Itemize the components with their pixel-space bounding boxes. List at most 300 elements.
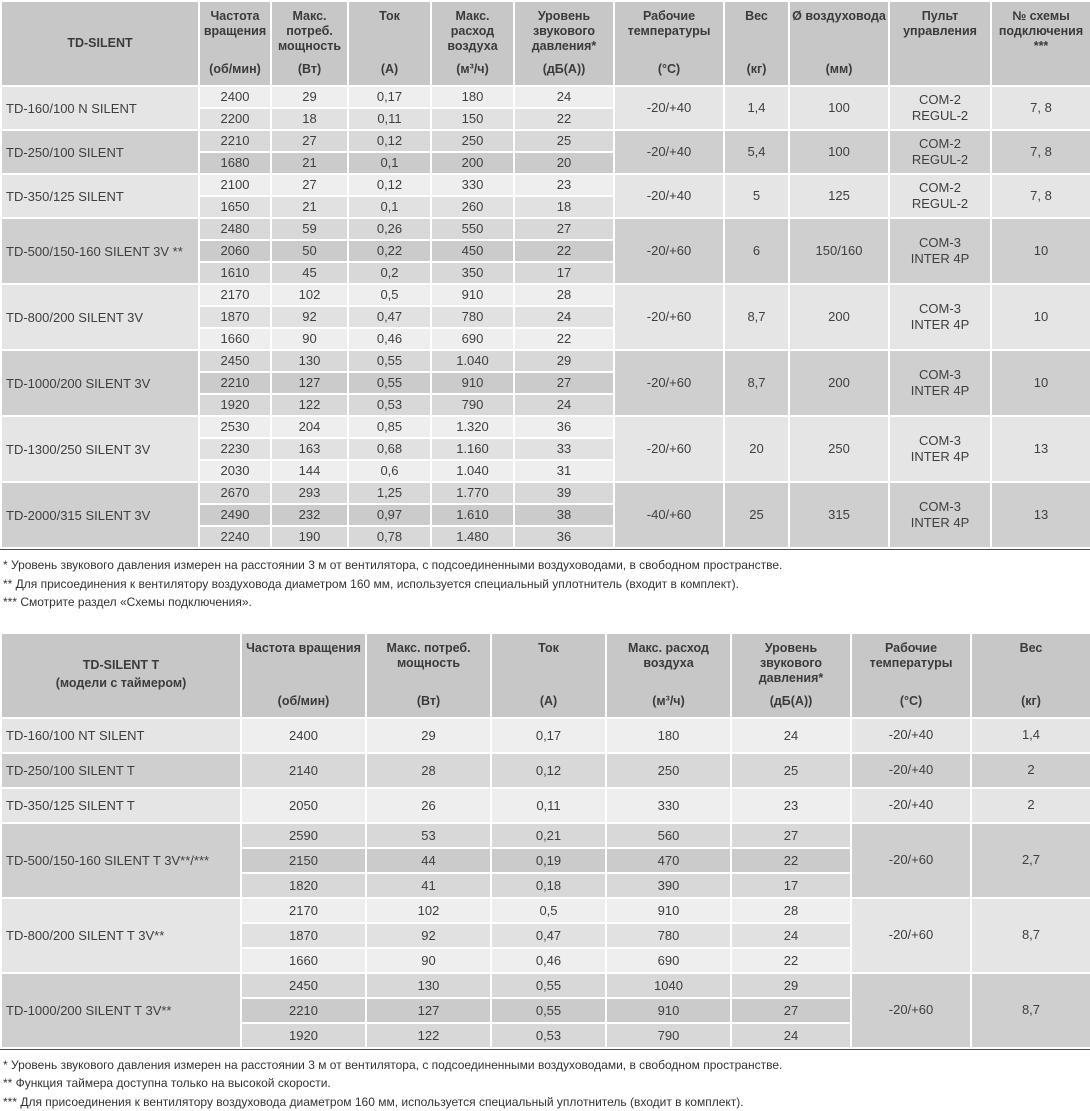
column-label: Уровень звукового давления* bbox=[517, 9, 611, 54]
cell-max-airflow: 250 bbox=[431, 130, 514, 152]
cell-max-airflow: 200 bbox=[431, 152, 514, 174]
table-bottom-rule bbox=[0, 1049, 1090, 1050]
cell-current: 0,26 bbox=[348, 218, 431, 240]
column-label: Частота вращения bbox=[202, 9, 268, 39]
cell-current: 0,12 bbox=[348, 174, 431, 196]
column-unit: (А) bbox=[381, 62, 398, 77]
cell-remote-control bbox=[889, 218, 991, 284]
column-label: Уровень звукового давления* bbox=[734, 641, 848, 686]
cell-current: 0,11 bbox=[348, 108, 431, 130]
table-title-text bbox=[2, 2, 198, 85]
cell-current: 0,6 bbox=[348, 460, 431, 482]
cell-remote-control bbox=[889, 86, 991, 130]
cell-temperature: -20/+60 bbox=[614, 218, 724, 284]
cell-current: 0,55 bbox=[491, 998, 606, 1023]
cell-max-airflow: 790 bbox=[606, 1023, 731, 1048]
cell-rpm: 2060 bbox=[199, 240, 271, 262]
table-row bbox=[1, 218, 1090, 240]
cell-max-power: 53 bbox=[366, 823, 491, 848]
cell-current: 0,46 bbox=[348, 328, 431, 350]
remote-control-line: COM-3 bbox=[890, 499, 990, 515]
cell-rpm: 2210 bbox=[199, 130, 271, 152]
cell-rpm: 2670 bbox=[199, 482, 271, 504]
header-duct-diameter bbox=[789, 1, 889, 86]
cell-sound-level: 23 bbox=[731, 788, 851, 823]
remote-control-line: REGUL-2 bbox=[890, 108, 990, 124]
cell-current: 0,5 bbox=[348, 284, 431, 306]
cell-max-airflow: 910 bbox=[606, 998, 731, 1023]
footnote: ** Для присоединения к вентилятору воздуховода диаметром 160 мм, используется специальный уплотнитель (входит в комплект). bbox=[3, 575, 1090, 594]
cell-sound-level: 27 bbox=[731, 998, 851, 1023]
cell-remote-control bbox=[889, 284, 991, 350]
cell-duct-diameter: 100 bbox=[789, 130, 889, 174]
table-row bbox=[1, 973, 1090, 998]
table-row bbox=[1, 284, 1090, 306]
table-row bbox=[1, 753, 1090, 788]
cell-max-airflow: 1.320 bbox=[431, 416, 514, 438]
cell-rpm: 2210 bbox=[241, 998, 366, 1023]
cell-max-airflow: 910 bbox=[606, 898, 731, 923]
cell-wiring-scheme: 7, 8 bbox=[991, 130, 1090, 174]
cell-sound-level: 24 bbox=[731, 1023, 851, 1048]
cell-current: 0,68 bbox=[348, 438, 431, 460]
column-unit: (об/мин) bbox=[209, 62, 261, 77]
cell-max-airflow: 780 bbox=[606, 923, 731, 948]
table-bottom-rule bbox=[0, 549, 1090, 550]
cell-max-power: 92 bbox=[366, 923, 491, 948]
cell-max-power: 21 bbox=[271, 152, 348, 174]
column-label: Макс. потреб. мощность bbox=[274, 9, 345, 54]
cell-max-airflow: 560 bbox=[606, 823, 731, 848]
cell-model-name: TD-350/125 SILENT bbox=[1, 174, 199, 218]
cell-temperature: -20/+60 bbox=[851, 973, 971, 1048]
cell-max-airflow: 450 bbox=[431, 240, 514, 262]
cell-sound-level: 24 bbox=[514, 86, 614, 108]
cell-max-airflow: 1.040 bbox=[431, 350, 514, 372]
cell-temperature: -20/+60 bbox=[614, 284, 724, 350]
cell-rpm: 2030 bbox=[199, 460, 271, 482]
header-cell-content bbox=[367, 634, 490, 717]
cell-sound-level: 24 bbox=[731, 923, 851, 948]
table-row bbox=[1, 350, 1090, 372]
cell-wiring-scheme: 13 bbox=[991, 482, 1090, 548]
cell-remote-control bbox=[889, 350, 991, 416]
cell-model-name: TD-250/100 SILENT T bbox=[1, 753, 241, 788]
cell-duct-diameter: 150/160 bbox=[789, 218, 889, 284]
cell-sound-level: 22 bbox=[514, 108, 614, 130]
header-weight bbox=[971, 633, 1090, 718]
cell-temperature: -20/+60 bbox=[851, 898, 971, 973]
cell-max-power: 45 bbox=[271, 262, 348, 284]
remote-control-line: REGUL-2 bbox=[890, 196, 990, 212]
cell-max-power: 21 bbox=[271, 196, 348, 218]
td-silent-t-spec-table bbox=[0, 632, 1090, 1049]
column-unit: (м³/ч) bbox=[652, 694, 684, 709]
remote-control-line: COM-3 bbox=[890, 367, 990, 383]
cell-current: 0,18 bbox=[491, 873, 606, 898]
cell-rpm: 1680 bbox=[199, 152, 271, 174]
cell-duct-diameter: 315 bbox=[789, 482, 889, 548]
table-title-line: TD-SILENT T bbox=[83, 658, 159, 673]
cell-weight: 2 bbox=[971, 753, 1090, 788]
cell-current: 0,97 bbox=[348, 504, 431, 526]
cell-temperature: -20/+40 bbox=[614, 174, 724, 218]
column-label: Вес bbox=[1020, 641, 1043, 656]
cell-rpm: 1660 bbox=[241, 948, 366, 973]
header-cell-content bbox=[790, 2, 888, 85]
cell-rpm: 2200 bbox=[199, 108, 271, 130]
header-cell-content bbox=[242, 634, 365, 717]
cell-max-power: 26 bbox=[366, 788, 491, 823]
cell-max-airflow: 180 bbox=[431, 86, 514, 108]
cell-sound-level: 24 bbox=[514, 306, 614, 328]
cell-max-airflow: 350 bbox=[431, 262, 514, 284]
cell-max-power: 28 bbox=[366, 753, 491, 788]
header-row bbox=[1, 1, 1090, 86]
remote-control-line: INTER 4P bbox=[890, 383, 990, 399]
footnote: *** Смотрите раздел «Схемы подключения». bbox=[3, 593, 1090, 612]
table-row bbox=[1, 86, 1090, 108]
cell-rpm: 1870 bbox=[241, 923, 366, 948]
cell-current: 1,25 bbox=[348, 482, 431, 504]
remote-control-line: COM-3 bbox=[890, 301, 990, 317]
table-title-line: TD-SILENT bbox=[67, 36, 132, 51]
remote-control-line: REGUL-2 bbox=[890, 152, 990, 168]
cell-rpm: 1920 bbox=[241, 1023, 366, 1048]
cell-current: 0,53 bbox=[348, 394, 431, 416]
cell-model-name: TD-1300/250 SILENT 3V bbox=[1, 416, 199, 482]
cell-max-power: 122 bbox=[271, 394, 348, 416]
header-max-airflow bbox=[431, 1, 514, 86]
cell-max-power: 29 bbox=[366, 718, 491, 753]
cell-sound-level: 24 bbox=[514, 394, 614, 416]
remote-control-line: INTER 4P bbox=[890, 317, 990, 333]
cell-rpm: 2240 bbox=[199, 526, 271, 548]
header-cell-content bbox=[272, 2, 347, 85]
header-cell-content bbox=[492, 634, 605, 717]
header-weight bbox=[724, 1, 789, 86]
column-unit: (°С) bbox=[658, 62, 680, 77]
cell-max-power: 163 bbox=[271, 438, 348, 460]
header-cell-content bbox=[852, 634, 970, 717]
cell-max-airflow: 1.770 bbox=[431, 482, 514, 504]
table-row bbox=[1, 823, 1090, 848]
cell-current: 0,47 bbox=[348, 306, 431, 328]
cell-weight: 8,7 bbox=[724, 284, 789, 350]
cell-max-airflow: 550 bbox=[431, 218, 514, 240]
column-unit: (мм) bbox=[826, 62, 853, 77]
table-title bbox=[1, 1, 199, 86]
cell-sound-level: 29 bbox=[514, 350, 614, 372]
cell-max-airflow: 470 bbox=[606, 848, 731, 873]
table1-footnotes bbox=[3, 556, 1090, 612]
cell-rpm: 2400 bbox=[199, 86, 271, 108]
header-cell-content bbox=[732, 634, 850, 717]
cell-weight: 5,4 bbox=[724, 130, 789, 174]
cell-wiring-scheme: 10 bbox=[991, 350, 1090, 416]
cell-max-airflow: 780 bbox=[431, 306, 514, 328]
footnote: * Уровень звукового давления измерен на расстоянии 3 м от вентилятора, с подсоединенными воздуховодами, в свободном пространстве. bbox=[3, 556, 1090, 575]
footnote: * Уровень звукового давления измерен на расстоянии 3 м от вентилятора, с подсоединенными воздуховодами, в свободном пространстве. bbox=[3, 1056, 1090, 1075]
cell-max-airflow: 180 bbox=[606, 718, 731, 753]
column-label: Рабочие температуры bbox=[854, 641, 968, 671]
cell-current: 0,55 bbox=[491, 973, 606, 998]
cell-weight: 1,4 bbox=[971, 718, 1090, 753]
column-unit: (А) bbox=[540, 694, 557, 709]
cell-duct-diameter: 200 bbox=[789, 284, 889, 350]
cell-sound-level: 17 bbox=[514, 262, 614, 284]
remote-control-line: INTER 4P bbox=[890, 515, 990, 531]
cell-weight: 2 bbox=[971, 788, 1090, 823]
table-row bbox=[1, 718, 1090, 753]
cell-temperature: -20/+60 bbox=[614, 350, 724, 416]
cell-temperature: -20/+40 bbox=[614, 130, 724, 174]
header-rpm bbox=[241, 633, 366, 718]
cell-max-airflow: 1.610 bbox=[431, 504, 514, 526]
header-max-airflow bbox=[606, 633, 731, 718]
cell-rpm: 2170 bbox=[241, 898, 366, 923]
cell-max-airflow: 390 bbox=[606, 873, 731, 898]
cell-current: 0,12 bbox=[491, 753, 606, 788]
cell-duct-diameter: 125 bbox=[789, 174, 889, 218]
cell-sound-level: 20 bbox=[514, 152, 614, 174]
cell-current: 0,5 bbox=[491, 898, 606, 923]
cell-rpm: 2530 bbox=[199, 416, 271, 438]
cell-rpm: 1660 bbox=[199, 328, 271, 350]
cell-rpm: 2450 bbox=[241, 973, 366, 998]
column-label: Пульт управления bbox=[892, 9, 988, 39]
cell-weight: 1,4 bbox=[724, 86, 789, 130]
cell-model-name: TD-1000/200 SILENT T 3V** bbox=[1, 973, 241, 1048]
cell-model-name: TD-800/200 SILENT T 3V** bbox=[1, 898, 241, 973]
cell-current: 0,53 bbox=[491, 1023, 606, 1048]
header-sound-level bbox=[731, 633, 851, 718]
cell-remote-control bbox=[889, 482, 991, 548]
table-row bbox=[1, 482, 1090, 504]
cell-max-airflow: 1.040 bbox=[431, 460, 514, 482]
remote-control-line: COM-2 bbox=[890, 136, 990, 152]
column-label: Вес bbox=[745, 9, 768, 24]
header-cell-content bbox=[615, 2, 723, 85]
cell-max-airflow: 1.160 bbox=[431, 438, 514, 460]
cell-remote-control bbox=[889, 130, 991, 174]
cell-max-airflow: 910 bbox=[431, 372, 514, 394]
spacer bbox=[0, 612, 1090, 632]
cell-sound-level: 22 bbox=[731, 948, 851, 973]
cell-current: 0,55 bbox=[348, 350, 431, 372]
cell-max-airflow: 790 bbox=[431, 394, 514, 416]
cell-current: 0,17 bbox=[348, 86, 431, 108]
table-row bbox=[1, 130, 1090, 152]
cell-max-power: 59 bbox=[271, 218, 348, 240]
cell-max-power: 50 bbox=[271, 240, 348, 262]
cell-sound-level: 27 bbox=[514, 372, 614, 394]
cell-rpm: 1820 bbox=[241, 873, 366, 898]
cell-max-power: 18 bbox=[271, 108, 348, 130]
column-unit: (дБ(А)) bbox=[770, 694, 813, 709]
footnote: *** Для присоединения к вентилятору воздуховода диаметром 160 мм, используется специальный уплотнитель (входит в комплект). bbox=[3, 1093, 1090, 1111]
cell-model-name: TD-500/150-160 SILENT 3V ** bbox=[1, 218, 199, 284]
column-label: Ток bbox=[538, 641, 559, 656]
cell-rpm: 2230 bbox=[199, 438, 271, 460]
cell-max-airflow: 1.480 bbox=[431, 526, 514, 548]
cell-sound-level: 28 bbox=[731, 898, 851, 923]
remote-control-line: COM-2 bbox=[890, 92, 990, 108]
cell-wiring-scheme: 13 bbox=[991, 416, 1090, 482]
cell-sound-level: 31 bbox=[514, 460, 614, 482]
cell-weight: 5 bbox=[724, 174, 789, 218]
table-title bbox=[1, 633, 241, 718]
cell-wiring-scheme: 7, 8 bbox=[991, 174, 1090, 218]
column-unit: (Вт) bbox=[298, 62, 321, 77]
cell-rpm: 1610 bbox=[199, 262, 271, 284]
cell-max-power: 204 bbox=[271, 416, 348, 438]
remote-control-line: INTER 4P bbox=[890, 449, 990, 465]
table2-footnotes bbox=[3, 1056, 1090, 1111]
cell-sound-level: 18 bbox=[514, 196, 614, 218]
cell-max-power: 122 bbox=[366, 1023, 491, 1048]
cell-duct-diameter: 200 bbox=[789, 350, 889, 416]
cell-max-airflow: 1040 bbox=[606, 973, 731, 998]
cell-max-airflow: 250 bbox=[606, 753, 731, 788]
cell-model-name: TD-250/100 SILENT bbox=[1, 130, 199, 174]
cell-sound-level: 27 bbox=[731, 823, 851, 848]
cell-rpm: 2480 bbox=[199, 218, 271, 240]
remote-control-line: COM-2 bbox=[890, 180, 990, 196]
cell-sound-level: 28 bbox=[514, 284, 614, 306]
header-max-power bbox=[366, 633, 491, 718]
cell-model-name: TD-2000/315 SILENT 3V bbox=[1, 482, 199, 548]
cell-sound-level: 27 bbox=[514, 218, 614, 240]
cell-current: 0,85 bbox=[348, 416, 431, 438]
cell-temperature: -20/+40 bbox=[851, 718, 971, 753]
cell-duct-diameter: 100 bbox=[789, 86, 889, 130]
cell-rpm: 2450 bbox=[199, 350, 271, 372]
column-label: Рабочие температуры bbox=[617, 9, 721, 39]
cell-weight: 8,7 bbox=[971, 973, 1090, 1048]
cell-sound-level: 36 bbox=[514, 416, 614, 438]
cell-max-power: 190 bbox=[271, 526, 348, 548]
cell-max-airflow: 690 bbox=[431, 328, 514, 350]
cell-max-power: 102 bbox=[271, 284, 348, 306]
cell-sound-level: 22 bbox=[731, 848, 851, 873]
cell-rpm: 1650 bbox=[199, 196, 271, 218]
header-cell-content bbox=[607, 634, 730, 717]
cell-max-power: 127 bbox=[366, 998, 491, 1023]
header-cell-content bbox=[432, 2, 513, 85]
cell-max-power: 90 bbox=[366, 948, 491, 973]
cell-current: 0,21 bbox=[491, 823, 606, 848]
cell-current: 0,55 bbox=[348, 372, 431, 394]
cell-current: 0,2 bbox=[348, 262, 431, 284]
header-rpm bbox=[199, 1, 271, 86]
cell-rpm: 2140 bbox=[241, 753, 366, 788]
header-temperature bbox=[614, 1, 724, 86]
cell-max-power: 90 bbox=[271, 328, 348, 350]
header-cell-content bbox=[972, 634, 1090, 717]
footnote: ** Функция таймера доступна только на высокой скорости. bbox=[3, 1074, 1090, 1093]
cell-temperature: -40/+60 bbox=[614, 482, 724, 548]
cell-rpm: 2400 bbox=[241, 718, 366, 753]
cell-max-power: 130 bbox=[366, 973, 491, 998]
cell-duct-diameter: 250 bbox=[789, 416, 889, 482]
column-unit: (Вт) bbox=[417, 694, 440, 709]
cell-current: 0,22 bbox=[348, 240, 431, 262]
cell-rpm: 2590 bbox=[241, 823, 366, 848]
cell-weight: 2,7 bbox=[971, 823, 1090, 898]
cell-model-name: TD-350/125 SILENT T bbox=[1, 788, 241, 823]
cell-wiring-scheme: 10 bbox=[991, 218, 1090, 284]
cell-model-name: TD-500/150-160 SILENT T 3V**/*** bbox=[1, 823, 241, 898]
table-row bbox=[1, 788, 1090, 823]
cell-max-power: 27 bbox=[271, 174, 348, 196]
cell-max-power: 92 bbox=[271, 306, 348, 328]
cell-max-airflow: 150 bbox=[431, 108, 514, 130]
cell-max-airflow: 260 bbox=[431, 196, 514, 218]
cell-remote-control bbox=[889, 416, 991, 482]
header-cell-content bbox=[725, 2, 788, 85]
cell-max-airflow: 330 bbox=[431, 174, 514, 196]
column-unit: (м³/ч) bbox=[456, 62, 488, 77]
cell-temperature: -20/+40 bbox=[614, 86, 724, 130]
column-unit: (дБ(А)) bbox=[543, 62, 586, 77]
cell-sound-level: 22 bbox=[514, 240, 614, 262]
cell-sound-level: 38 bbox=[514, 504, 614, 526]
cell-max-power: 27 bbox=[271, 130, 348, 152]
column-label: Макс. расход воздуха bbox=[609, 641, 728, 671]
cell-rpm: 2100 bbox=[199, 174, 271, 196]
cell-max-airflow: 690 bbox=[606, 948, 731, 973]
cell-rpm: 2490 bbox=[199, 504, 271, 526]
table-row bbox=[1, 174, 1090, 196]
cell-weight: 20 bbox=[724, 416, 789, 482]
header-cell-content bbox=[890, 2, 990, 85]
cell-rpm: 1870 bbox=[199, 306, 271, 328]
cell-sound-level: 25 bbox=[731, 753, 851, 788]
column-unit: (°С) bbox=[900, 694, 922, 709]
header-cell-content bbox=[349, 2, 430, 85]
cell-sound-level: 23 bbox=[514, 174, 614, 196]
cell-rpm: 2210 bbox=[199, 372, 271, 394]
header-temperature bbox=[851, 633, 971, 718]
cell-max-airflow: 330 bbox=[606, 788, 731, 823]
header-current bbox=[348, 1, 431, 86]
cell-sound-level: 36 bbox=[514, 526, 614, 548]
cell-temperature: -20/+60 bbox=[851, 823, 971, 898]
table-title-line: (модели с таймером) bbox=[56, 676, 187, 691]
remote-control-line: INTER 4P bbox=[890, 251, 990, 267]
header-remote-control bbox=[889, 1, 991, 86]
cell-temperature: -20/+40 bbox=[851, 788, 971, 823]
cell-weight: 8,7 bbox=[971, 898, 1090, 973]
cell-sound-level: 33 bbox=[514, 438, 614, 460]
cell-weight: 6 bbox=[724, 218, 789, 284]
cell-wiring-scheme: 10 bbox=[991, 284, 1090, 350]
column-label: Частота вращения bbox=[246, 641, 361, 656]
table-row bbox=[1, 416, 1090, 438]
cell-max-power: 41 bbox=[366, 873, 491, 898]
cell-current: 0,1 bbox=[348, 152, 431, 174]
header-row bbox=[1, 633, 1090, 718]
cell-max-power: 144 bbox=[271, 460, 348, 482]
cell-current: 0,11 bbox=[491, 788, 606, 823]
header-current bbox=[491, 633, 606, 718]
cell-max-airflow: 910 bbox=[431, 284, 514, 306]
cell-weight: 25 bbox=[724, 482, 789, 548]
remote-control-line: COM-3 bbox=[890, 433, 990, 449]
column-unit: (кг) bbox=[1021, 694, 1041, 709]
cell-current: 0,1 bbox=[348, 196, 431, 218]
